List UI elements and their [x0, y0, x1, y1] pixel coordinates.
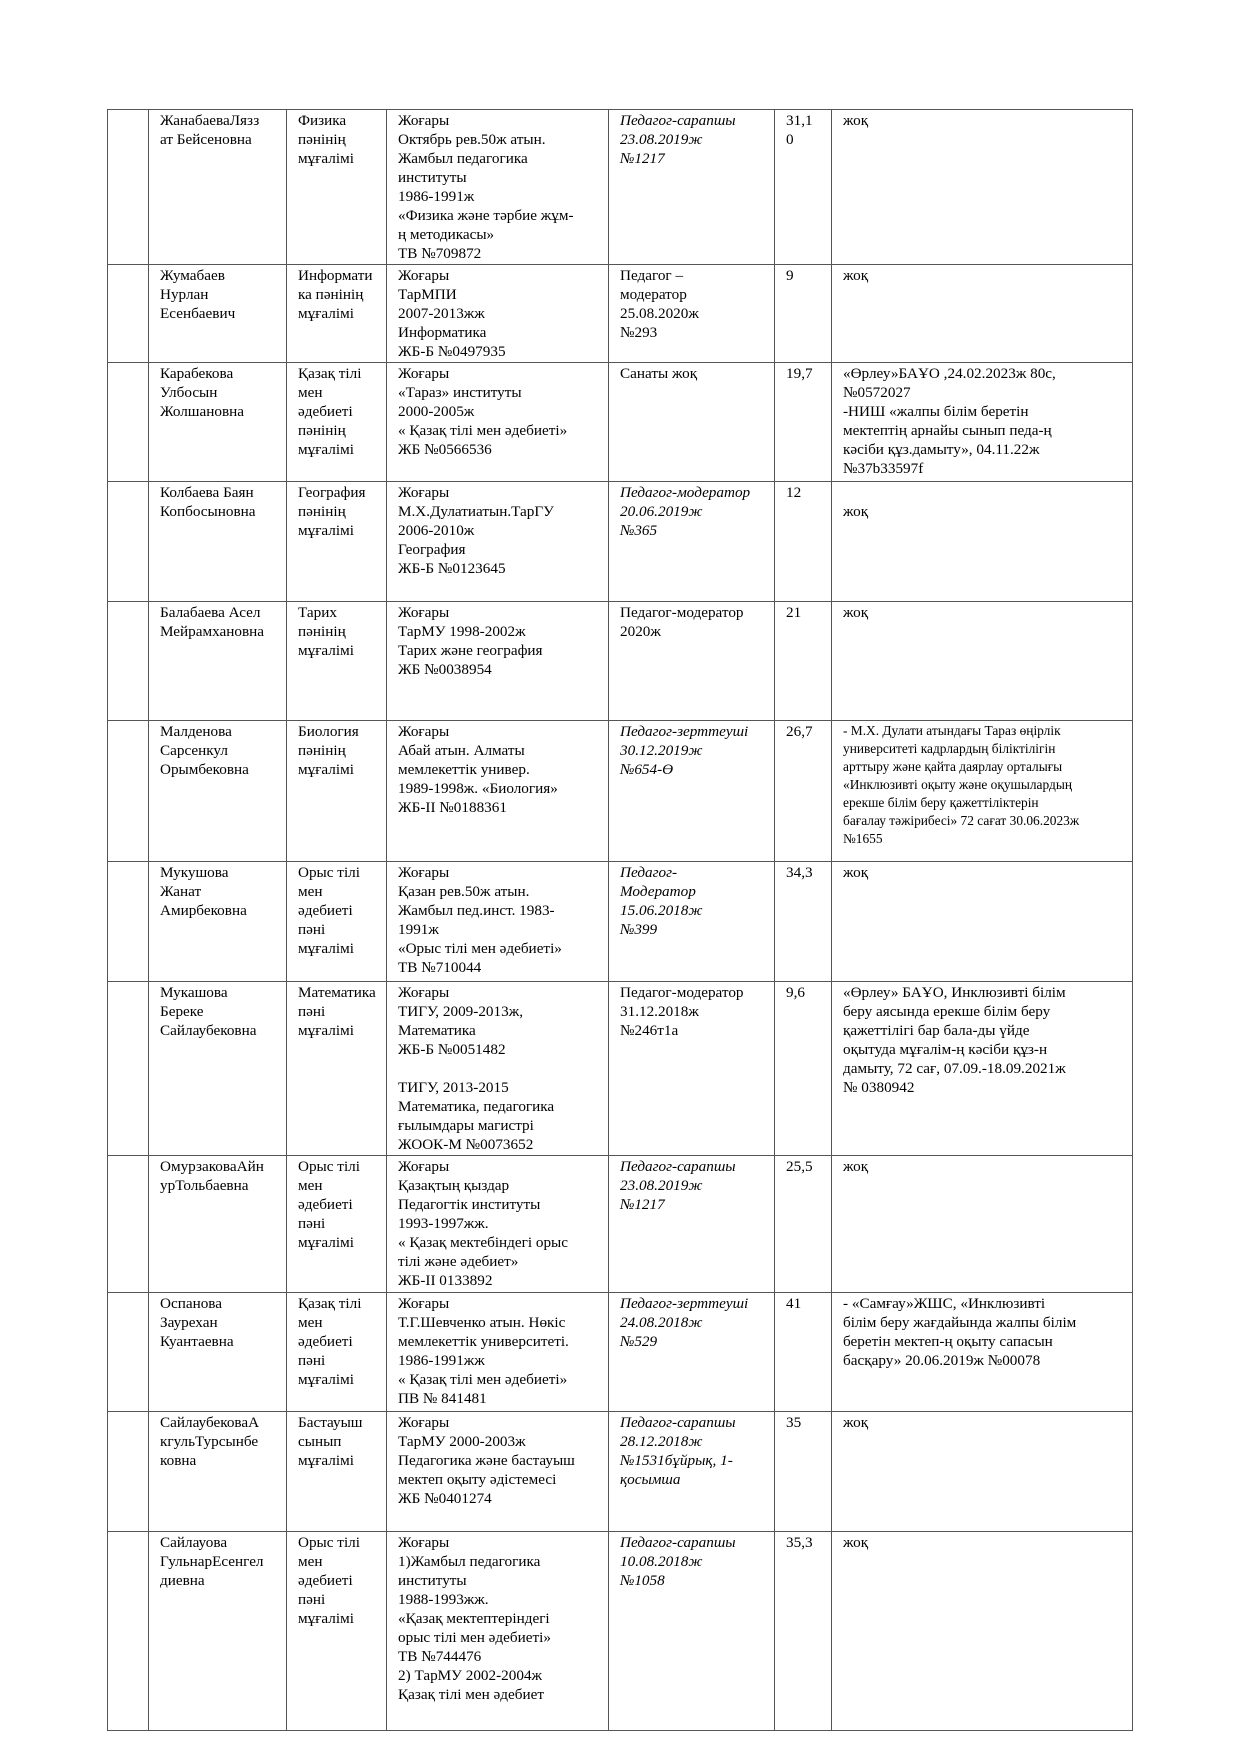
courses-cell: жоқ — [832, 1532, 1133, 1731]
experience-cell: 25,5 — [775, 1156, 832, 1293]
table-row — [108, 982, 1133, 1156]
education-cell: Жоғары Қазақтың қыздар Педагогтік институты 1993-1997жж. « Қазақ мектебіндегі орыс тілі және әдебиет» ЖБ-II 0133892 — [387, 1156, 609, 1293]
category-text: Педагог-модератор 20.06.2019ж №365 — [620, 484, 751, 539]
category-cell — [609, 721, 775, 862]
row-number-cell — [108, 721, 149, 862]
experience-cell: 26,7 — [775, 721, 832, 862]
staff-table — [107, 109, 1133, 1731]
category-cell — [609, 265, 775, 363]
courses-cell: жоқ — [832, 110, 1133, 265]
category-text: Педагог-зерттеуші 24.08.2018ж №529 — [620, 1295, 749, 1350]
row-number-cell — [108, 482, 149, 602]
subject-cell: Орыс тілі мен әдебиеті пәні мұғалімі — [287, 1156, 387, 1293]
education-cell: Жоғары «Тараз» институты 2000-2005ж « Қазақ тілі мен әдебиеті» ЖБ №0566536 — [387, 363, 609, 482]
row-number-cell — [108, 1412, 149, 1532]
row-number-cell — [108, 602, 149, 721]
subject-cell: Орыс тілі мен әдебиеті пәні мұғалімі — [287, 1532, 387, 1731]
category-cell — [609, 1293, 775, 1412]
subject-cell: Тарих пәнінің мұғалімі — [287, 602, 387, 721]
experience-cell: 19,7 — [775, 363, 832, 482]
courses-cell: «Өрлеу»БАҰО ,24.02.2023ж 80с, №0572027 -НИШ «жалпы білім беретін мектептің арнайы сынып педа-ң кәсіби құз.дамыту», 04.11.22ж №37b33597f — [832, 363, 1133, 482]
category-cell — [609, 982, 775, 1156]
education-cell: Жоғары ТарМУ 2000-2003ж Педагогика және бастауыш мектеп оқыту әдістемесі ЖБ №0401274 — [387, 1412, 609, 1532]
row-number-cell — [108, 1532, 149, 1731]
table-row — [108, 1412, 1133, 1532]
category-cell — [609, 1156, 775, 1293]
experience-cell: 31,1 0 — [775, 110, 832, 265]
experience-cell: 35,3 — [775, 1532, 832, 1731]
teacher-name-cell: Мукашова Береке Сайлаубековна — [149, 982, 287, 1156]
table-row — [108, 721, 1133, 862]
table-body — [108, 110, 1133, 1731]
experience-cell: 34,3 — [775, 862, 832, 982]
education-cell: Жоғары Қазан рев.50ж атын. Жамбыл пед.инст. 1983- 1991ж «Орыс тілі мен әдебиеті» ТВ №710044 — [387, 862, 609, 982]
category-text: Педагог-сарапшы 23.08.2019ж №1217 — [620, 1158, 736, 1213]
teacher-name-cell: ЖанабаеваЛязз ат Бейсеновна — [149, 110, 287, 265]
category-text: Педагог-зерттеуші 30.12.2019ж №654-Ө — [620, 723, 749, 778]
subject-cell: Қазақ тілі мен әдебиеті пәнінің мұғалімі — [287, 363, 387, 482]
education-cell: Жоғары 1)Жамбыл педагогика институты 1988-1993жж. «Қазақ мектептеріндегі орыс тілі мен әдебиеті» ТВ №744476 2) ТарМУ 2002-2004ж Қазақ тілі мен әдебиет — [387, 1532, 609, 1731]
category-text: Педагог-сарапшы 23.08.2019ж №1217 — [620, 112, 736, 167]
row-number-cell — [108, 982, 149, 1156]
experience-cell: 9 — [775, 265, 832, 363]
education-cell: Жоғары ТарМПИ 2007-2013жж Информатика ЖБ-Б №0497935 — [387, 265, 609, 363]
experience-cell: 21 — [775, 602, 832, 721]
teacher-name-cell: Малденова Сарсенкул Орымбековна — [149, 721, 287, 862]
subject-cell: Қазақ тілі мен әдебиеті пәні мұғалімі — [287, 1293, 387, 1412]
courses-cell: жоқ — [832, 1412, 1133, 1532]
subject-cell: Математика пәні мұғалімі — [287, 982, 387, 1156]
table-row — [108, 265, 1133, 363]
category-cell — [609, 1412, 775, 1532]
courses-cell: жоқ — [832, 265, 1133, 363]
teacher-name-cell: Карабекова Улбосын Жолшановна — [149, 363, 287, 482]
courses-cell: жоқ — [832, 602, 1133, 721]
education-cell: Жоғары Октябрь рев.50ж атын. Жамбыл педагогика институты 1986-1991ж «Физика және тәрбие жұм- ң методикасы» ТВ №709872 — [387, 110, 609, 265]
education-cell: Жоғары ТИГУ, 2009-2013ж, Математика ЖБ-Б №0051482 ТИГУ, 2013-2015 Математика, педагогика ғылымдары магистрі ЖООК-М №0073652 — [387, 982, 609, 1156]
subject-cell: География пәнінің мұғалімі — [287, 482, 387, 602]
subject-cell: Информати ка пәнінің мұғалімі — [287, 265, 387, 363]
table-row — [108, 1532, 1133, 1731]
row-number-cell — [108, 110, 149, 265]
category-text: Санаты жоқ — [620, 365, 698, 382]
table-row — [108, 862, 1133, 982]
subject-cell: Орыс тілі мен әдебиеті пәні мұғалімі — [287, 862, 387, 982]
row-number-cell — [108, 862, 149, 982]
row-number-cell — [108, 1156, 149, 1293]
row-number-cell — [108, 1293, 149, 1412]
table-row — [108, 1293, 1133, 1412]
category-cell — [609, 110, 775, 265]
table-row — [108, 602, 1133, 721]
teacher-name-cell: ОмурзаковаАйн урТольбаевна — [149, 1156, 287, 1293]
category-cell — [609, 482, 775, 602]
table-row — [108, 363, 1133, 482]
experience-cell: 9,6 — [775, 982, 832, 1156]
courses-cell: - М.Х. Дулати атындағы Тараз өңірлік университеті кадрлардың біліктілігін арттыру және қайта даярлау орталығы «Инклюзивті оқыту және оқушылардың ерекше білім беру қажеттіліктерін бағалау тәжірибесі» 72 сағат 30.06.2023ж №1655 — [832, 721, 1133, 862]
education-cell: Жоғары ТарМУ 1998-2002ж Тарих және география ЖБ №0038954 — [387, 602, 609, 721]
category-cell — [609, 1532, 775, 1731]
courses-cell: жоқ — [832, 1156, 1133, 1293]
category-text: Педагог-сарапшы 28.12.2018ж №1531бұйрық, 1- қосымша — [620, 1414, 736, 1488]
courses-cell: жоқ — [832, 482, 1133, 602]
teacher-name-cell: Колбаева Баян Копбосыновна — [149, 482, 287, 602]
teacher-name-cell: Сайлауова ГульнарЕсенгел диевна — [149, 1532, 287, 1731]
teacher-name-cell: СайлаубековаА кгульТурсынбе ковна — [149, 1412, 287, 1532]
category-text: Педагог- Модератор 15.06.2018ж №399 — [620, 864, 703, 938]
category-text: Педагог-модератор 31.12.2018ж №246т1а — [620, 984, 744, 1039]
subject-cell: Бастауыш сынып мұғалімі — [287, 1412, 387, 1532]
subject-cell: Биология пәнінің мұғалімі — [287, 721, 387, 862]
category-cell — [609, 602, 775, 721]
table-row — [108, 110, 1133, 265]
table-row — [108, 482, 1133, 602]
experience-cell: 41 — [775, 1293, 832, 1412]
category-text: Педагог-модератор 2020ж — [620, 604, 744, 640]
row-number-cell — [108, 265, 149, 363]
category-cell — [609, 363, 775, 482]
education-cell: Жоғары Абай атын. Алматы мемлекеттік универ. 1989-1998ж. «Биология» ЖБ-II №0188361 — [387, 721, 609, 862]
courses-cell: жоқ — [832, 862, 1133, 982]
category-text: Педагог-сарапшы 10.08.2018ж №1058 — [620, 1534, 736, 1589]
education-cell: Жоғары М.Х.Дулатиатын.ТарГУ 2006-2010ж География ЖБ-Б №0123645 — [387, 482, 609, 602]
teacher-name-cell: Жумабаев Нурлан Есенбаевич — [149, 265, 287, 363]
subject-cell: Физика пәнінің мұғалімі — [287, 110, 387, 265]
courses-cell: - «Самғау»ЖШС, «Инклюзивті білім беру жағдайында жалпы білім беретін мектеп-ң оқыту сапасын басқару» 20.06.2019ж №00078 — [832, 1293, 1133, 1412]
table-row — [108, 1156, 1133, 1293]
teacher-name-cell: Оспанова Заурехан Куантаевна — [149, 1293, 287, 1412]
education-cell: Жоғары Т.Г.Шевченко атын. Нөкіс мемлекеттік университеті. 1986-1991жж « Қазақ тілі мен әдебиеті» ПВ № 841481 — [387, 1293, 609, 1412]
teacher-name-cell: Балабаева Асел Мейрамхановна — [149, 602, 287, 721]
courses-cell: «Өрлеу» БАҰО, Инклюзивті білім беру аясында ерекше білім беру қажеттілігі бар бала-ды үйде оқытуда мұғалім-ң кәсіби құз-н дамыту, 72 сағ, 07.09.-18.09.2021ж № 0380942 — [832, 982, 1133, 1156]
experience-cell: 35 — [775, 1412, 832, 1532]
category-text: Педагог – модератор 25.08.2020ж №293 — [620, 267, 699, 341]
category-cell — [609, 862, 775, 982]
row-number-cell — [108, 363, 149, 482]
teacher-name-cell: Мукушова Жанат Амирбековна — [149, 862, 287, 982]
experience-cell: 12 — [775, 482, 832, 602]
